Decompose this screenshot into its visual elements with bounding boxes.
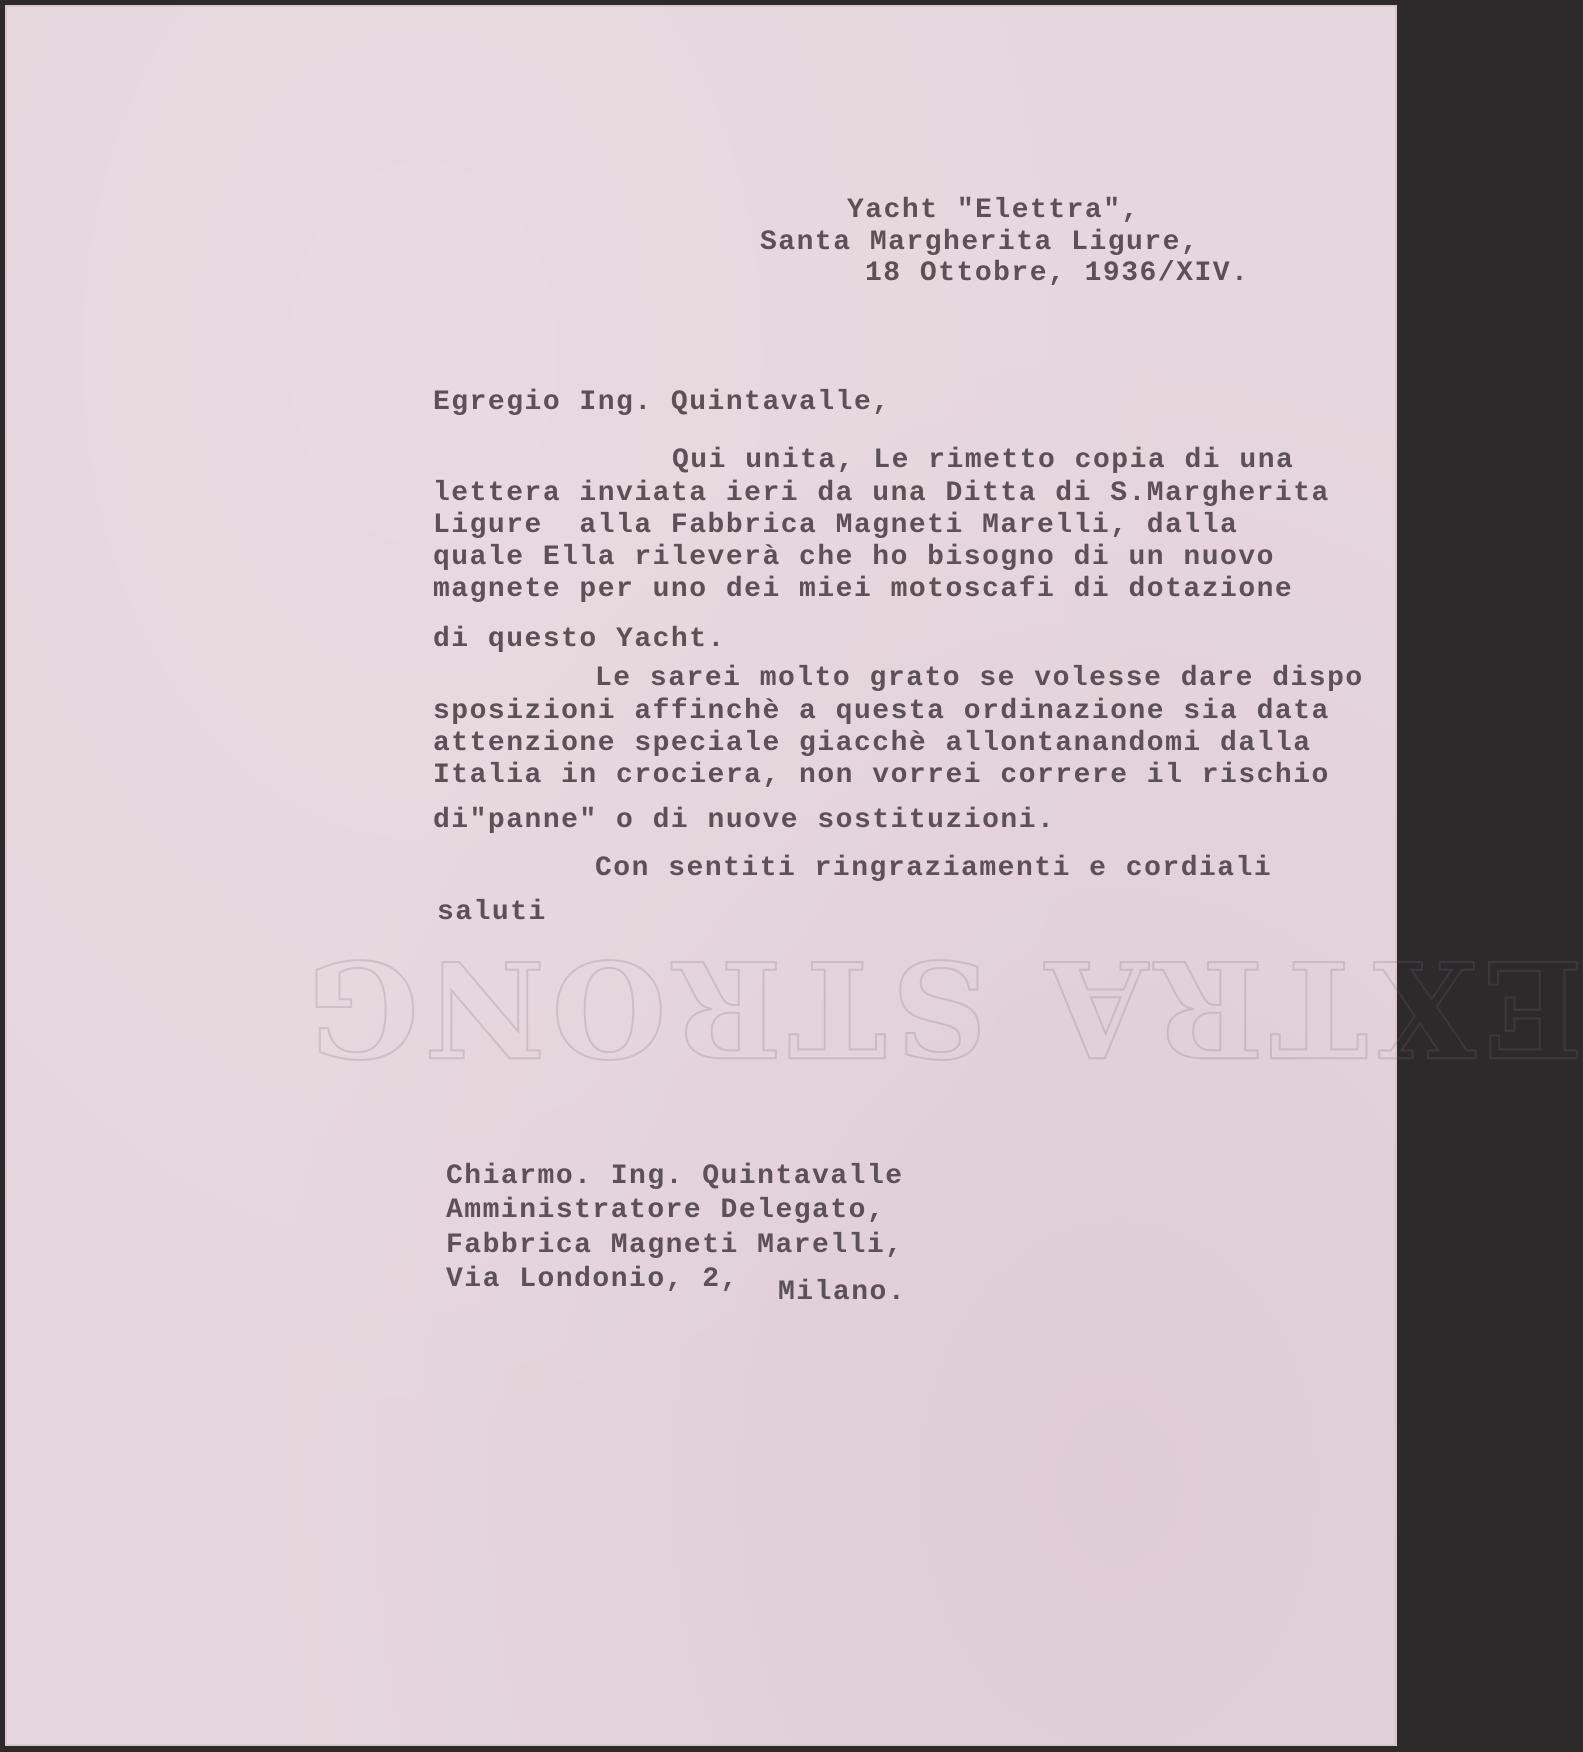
header-line-place: Santa Margherita Ligure, [760,227,1200,258]
body-line: Le sarei molto grato se volesse dare dispo [595,663,1364,694]
salutation: Egregio Ing. Quintavalle, [433,387,891,418]
address-line: Chiarmo. Ing. Quintavalle [446,1161,904,1192]
body-line: Italia in crociera, non vorrei correre il rischio [433,760,1330,791]
address-line: Amministratore Delegato, [446,1195,886,1226]
body-line: Ligure alla Fabbrica Magneti Marelli, dalla [433,510,1239,541]
address-line: Via Londonio, 2, [446,1264,739,1295]
body-line: attenzione speciale giacchè allontanandomi dalla [433,728,1312,759]
address-city: Milano. [778,1277,907,1308]
body-line: magnete per uno dei miei motoscafi di dotazione [433,574,1294,605]
body-line: lettera inviata ieri da una Ditta di S.Margherita [433,478,1330,509]
body-line: di questo Yacht. [433,624,726,655]
body-line: sposizioni affinchè a questa ordinazione sia data [433,696,1330,727]
body-line: Con sentiti ringraziamenti e cordiali [595,853,1273,884]
body-line: Qui unita, Le rimetto copia di una [672,445,1295,476]
body-line: saluti [437,897,547,928]
body-line: quale Ella rileverà che ho bisogno di un nuovo [433,542,1275,573]
body-line: di"panne" o di nuove sostituzioni. [433,805,1056,836]
watermark: EXTRA STRONG [300,930,1583,1085]
letter-sheet [5,5,1583,1746]
header-line-yacht: Yacht "Elettra", [847,195,1140,226]
address-line: Fabbrica Magneti Marelli, [446,1230,904,1261]
header-line-date: 18 Ottobre, 1936/XIV. [865,258,1250,289]
